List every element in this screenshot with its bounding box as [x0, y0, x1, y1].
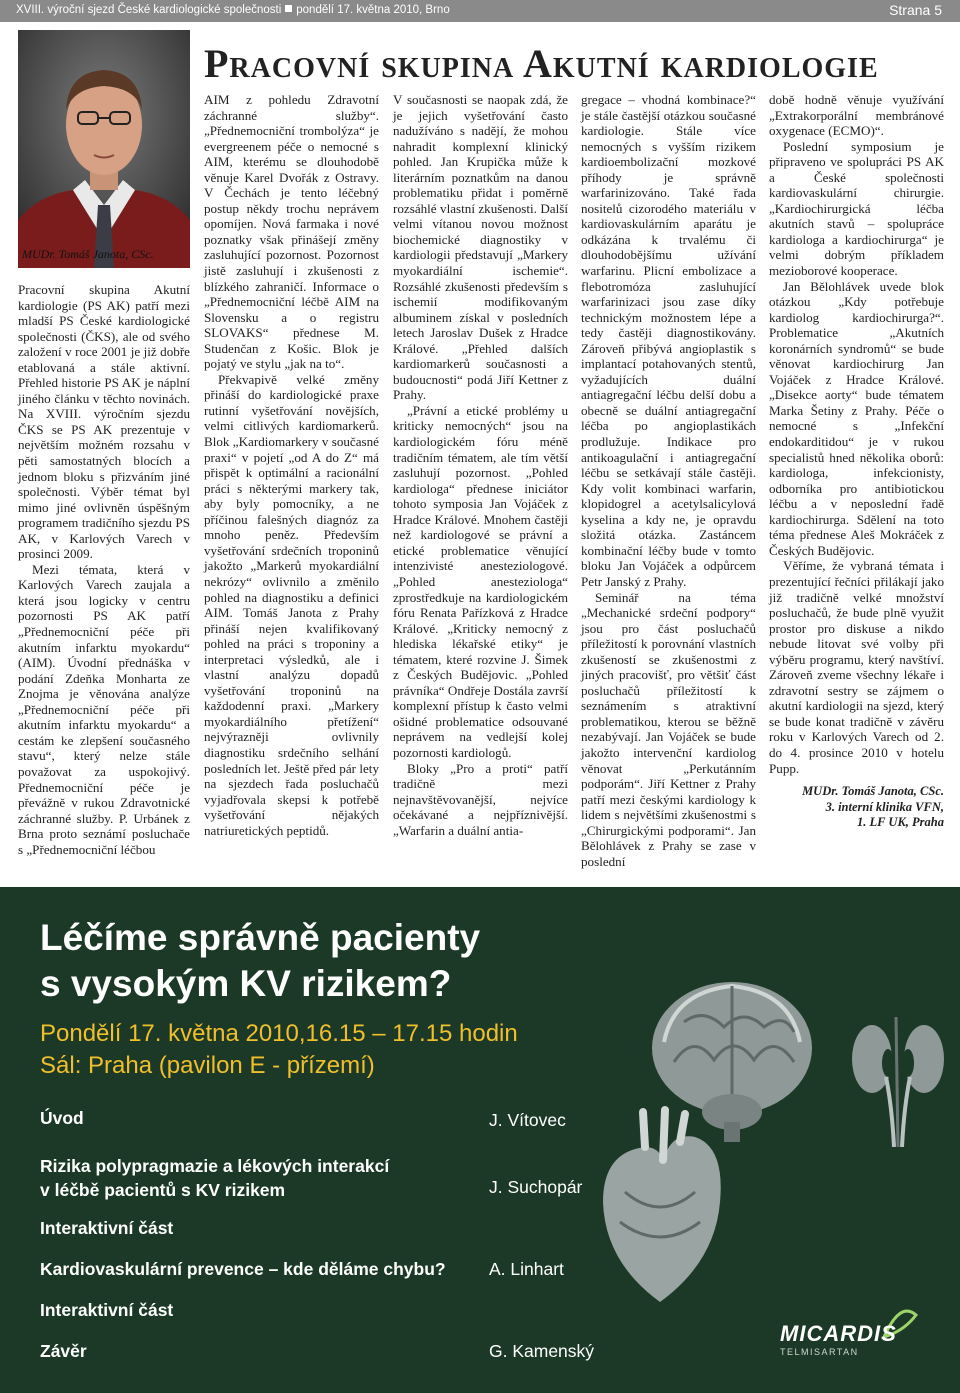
- paragraph: Pracovní skupina Akutní kardiologie (PS AK) patří mezi mladší PS České kardiologické společnosti (ČKS), ale od svého založení v roce 2001 je již dobře etablovaná a stále aktivní. Přehled historie PS AK je náplní jiného článku v těchto novinách. Na XVIII. výročním sjezdu ČKS se PS AK prezentuje v největším možném rozsahu v pěti samostatných blocích a jednom bloku s přizváním jiné společnosti. Výběr témat byl mimo jiné ovlivněn úspěšným programem tradičního sjezdu PS AK, v Karlových Varech v prosinci 2009.: [18, 282, 190, 562]
- agenda-item: Interaktivní část: [40, 1300, 174, 1320]
- agenda-item: Kardiovaskulární prevence – kde děláme chybu?: [40, 1259, 446, 1279]
- agenda-speaker: G. Kamenský: [489, 1341, 595, 1361]
- ad-date: [40, 1018, 518, 1082]
- ad-venue: Sál: Praha (pavilon E - přízemí): [40, 1052, 375, 1079]
- agenda-speaker: A. Linhart: [489, 1259, 564, 1279]
- paragraph: Mezi témata, která v Karlových Varech zaujala a která jsou logicky v centru pozornosti PS AK patří „Přednemocniční péče při akutním infarktu myokardu“ (AIM). Úvodní přednáška v podání Zdeňka Monharta ze Znojma je věnována analýze „Přednemocniční péče při akutním infarktu myokardu“ a cestám ke zlepšení současného stavu“, který nelze stále považovat za uspokojivý. Přednemocniční péče je převážně v rukou Zdravotnické záchranné služby. P. Urbánek z Brna proto seznámí posluchače s „Přednemocniční léčbou: [18, 561, 190, 857]
- photo-caption: MUDr. Tomáš Janota, CSc.: [22, 247, 154, 261]
- paragraph: době hodně věnuje využívání „Extrakorporální membránové oxygenace (ECMO)“.: [769, 92, 944, 139]
- agenda-item-line: v léčbě pacientů s KV rizikem: [40, 1180, 286, 1200]
- paragraph: Poslední symposium je připraveno ve spolupráci PS AK a České společnosti kardiovaskulární chirurgie. „Kardiochirurgická léčba akutních stavů – spolupráce kardiologa a kardiochirurga“ je velmi dobrým příkladem mezioborové kooperace.: [769, 138, 944, 279]
- article-headline: Pracovní skupina Akutní kardiologie: [204, 41, 879, 86]
- paragraph: Věříme, že vybraná témata i prezentující řečníci přilákají jako již tradičně velké množství posluchačů, že bude plně využit prostor pro diskuse a nikdo nebude litovat své volby při výběru programu, který navštíví. Zároveň zveme všechny lékaře i zdravotní sestry se zájmem o akutní kardiologii na sjezd, který se bude konat tradičně v závěru roku v Karlových Varech od 2. do 4. prosince 2010 v hotelu Pupp.: [769, 558, 944, 776]
- agenda-item: Interaktivní část: [40, 1218, 174, 1238]
- article-column-4: [581, 92, 756, 869]
- heart-illustration: [585, 1102, 735, 1312]
- page-number: Strana 5: [889, 2, 942, 18]
- agenda-item: [40, 1154, 389, 1202]
- signature-name: MUDr. Tomáš Janota, CSc.: [802, 784, 944, 799]
- paragraph: Překvapivě velké změny přináší do kardiologické praxe rutinní vyšetřování novějších, velmi citlivých kardiomarkerů. Blok „Kardiomarkery v současné praxi“ v pojetí „od A do Z“ má přispět k optimální a racionální práci s některými markery tak, aby byly pomocníky, a ne příčinou falešných diagnóz za mnoho peněz. Především vyšetřování srdečních troponinů jakožto „Markerů myokardiální nekrózy“ ovlivnilo a změnilo pohled na diagnostiku a definici AIM. Tomáš Janota z Prahy přináší nejen kvalifikovaný pohled na práci s troponiny a interpretaci výsledků, ale i vlastní analýzu dopadů vyšetřování troponinů na každodenní praxi. „Markery myokardiálního přetížení“ nejvýrazněji ovlivnily diagnostiku srdečního selhání posledních let. Ještě před pár lety na sjezdech řada posluchačů vyjadřovala skepsi k potřebě vyšetřování nějakých natriuretických peptidů.: [204, 371, 379, 838]
- page-header-bar: [0, 0, 960, 22]
- paragraph: Seminář na téma „Mechanické srdeční podpory“ jsou pro část posluchačů příležitostí k porovnání vlastních zkušeností se zkušenostmi z jiných pracovišť, pro většiť část posluchačů příležitostí k seznámením s atraktivní problematikou, kterou se běžně nezabývají. Jan Vojáček se bude jakožto intervenční kardiolog věnovat „Perkutánním podporám“. Jiří Kettner z Prahy patří mezi českými kardiology k lidem s největšími zkušenostmi s „Chirurgickými podporami“. Jan Bělohlávek z Prahy se zase v poslední: [581, 589, 756, 869]
- ad-title: [40, 915, 480, 1007]
- agenda-speaker: J. Suchopár: [489, 1177, 583, 1197]
- header-event: [16, 4, 450, 16]
- article-column-3: [393, 92, 568, 838]
- paragraph: Bloky „Pro a proti“ patří tradičně mezi nejnavštěvovanější, nejvíce očekávané a nejpříznivější. „Warfarin a duální antia-: [393, 760, 568, 838]
- ad-title-line: s vysokým KV rizikem?: [40, 963, 452, 1004]
- paragraph: AIM z pohledu Zdravotní záchranné služby“. „Přednemocniční trombolýza“ je evergreenem péče o nemocné s AIM, kterému se dlouhodobě věnuje Karel Dvořák z Ostravy. V Čechách je tento léčebný postup někdy trochu neprávem opomíjen. Nová farmaka i nové poznatky však přinášejí změny zasluhující pozornost. Pozornost jistě zasluhují i zkušenosti z blízkého zahraničí. Informace o „Přednemocniční léčbě AIM na Slovensku a o registru SLOVAKS“ přednese M. Studenčan z Košic. Blok je pojatý ve stylu „jak na to“.: [204, 92, 379, 372]
- ad-date-time: Pondělí 17. května 2010,16.15 – 17.15 hodin: [40, 1020, 518, 1047]
- portrait-image: [18, 30, 190, 268]
- article-column-2: [204, 92, 379, 838]
- agenda-item-line: Rizika polypragmazie a lékových interakcí: [40, 1156, 390, 1176]
- signature-clinic: 3. interní klinika VFN,: [825, 799, 944, 814]
- paragraph: gregace – vhodná kombinace?“ je stále častější otázkou současné kardiologie. Stále více nemocných s vyšším rizikem kardioembolizační mozkové příhody je správně warfarinizováno. Také řada nositelů cizorodého materiálu v kardiovaskulárním aparátu je odkázána k trvalému či dlouhodobějšímu užívání warfarinu. Plicní embolizace a flebotromóza zasluhující warfarinizaci jsou zase díky technickým možnostem lépe a tedy častěji diagnostikovány. Zároveň přibývá angioplastik s implantací potahovaných stentů, vyžadujících duální antiagregační léčbu delší dobu a obecně se duální antiagregační léčba po angioplastikách prodlužuje. Indikace pro antikoagulační i antiagregační léčbu se setkávají stále častěji. Kdy volit kombinaci warfarin, klopidogrel a acetylsalicylová kyselina a kdy ne, je opravdu složitá otázka. Zastáncem kombinační léčby bude v tomto bloku Jan Vojáček a odpůrcem Petr Janský z Prahy.: [581, 92, 756, 589]
- header-event-title: XVIII. výroční sjezd České kardiologické společnosti: [16, 4, 282, 16]
- paragraph: Jan Bělohlávek uvede blok otázkou „Kdy potřebuje kardiolog kardiochirurga?“. Problematice „Akutních koronárních syndromů“ se bude věnovat kardiochirurg Jan Vojáček z Hradce Králové. „Disekce aorty“ bude tématem Marka Šetiny z Prahy. Péče o nemocné s „Infekční endokarditidou“ je v rukou specialistů hned několika oborů: kardiologa, infekcionisty, odborníka pro antibiotickou léčbu a v neposlední řadě kardiochirurga. Sdělení na toto téma přednese Aleš Mokráček z Českých Budějovic.: [769, 278, 944, 558]
- agenda-speaker: J. Vítovec: [489, 1110, 566, 1130]
- header-event-date: pondělí 17. května 2010, Brno: [296, 4, 450, 16]
- agenda-item: Závěr: [40, 1341, 87, 1361]
- paragraph: „Právní a etické problémy u kriticky nemocných“ jsou na kardiologickém fóru méně tradičním tématem, ale tím větší zasluhují pozornost. „Pohled kardiologa“ přednese iniciátor tohoto symposia Jan Vojáček z Hradce Králové. Mnohem častěji než kardiologové se právní a etické problematice věnující intenzivisté anesteziologové. „Pohled anesteziologa“ zprostředkuje na kardiologickém fóru Renata Pařízková z Hradce Králové. „Kriticky nemocný z hlediska lékařské etiky“ je tématem, které rozvine J. Šimek z Českých Budějovic. „Pohled právníka“ Ondřeje Dostála završí komplexní přístup k často velmi ošidné problematice odsouvané neprávem na vedlejší kolej pozornosti kardiologů.: [393, 402, 568, 760]
- signature-faculty: 1. LF UK, Praha: [857, 815, 944, 830]
- kidneys-illustration: [848, 1007, 948, 1147]
- article-column-1: [18, 282, 190, 857]
- article-column-5: [769, 92, 944, 831]
- author-signature: [769, 784, 944, 831]
- symposium-advertisement: [0, 887, 960, 1393]
- paragraph: V současnosti se naopak zdá, že je jejich vyšetřování často nadužíváno s nadějí, že mohou nahradit komplexní klinický pohled. Jan Krupička může k literárním poznatkům na danou problematiku přidat i poměrně rozsáhlé vlastní zkušenosti. Další velmi vítanou novou možnost biochemické diagnostiky v kardiologii představují „Markery myokardiální ischemie“. Rozsáhlé zkušenosti především s ischemií modifikovaným albuminem získal v posledních letech Jaroslav Dušek z Hradce Králové. „Přehled dalších kardiomarkerů současnosti a budoucnosti“ podá Jiří Kettner z Prahy.: [393, 92, 568, 403]
- brand-logo-subtitle: TELMISARTAN: [780, 1347, 859, 1357]
- author-photo: [18, 30, 190, 268]
- square-icon: [285, 5, 292, 12]
- ad-title-line: Léčíme správně pacienty: [40, 917, 481, 958]
- agenda-item: Úvod: [40, 1108, 84, 1128]
- brand-logo: MICARDIS: [780, 1321, 897, 1346]
